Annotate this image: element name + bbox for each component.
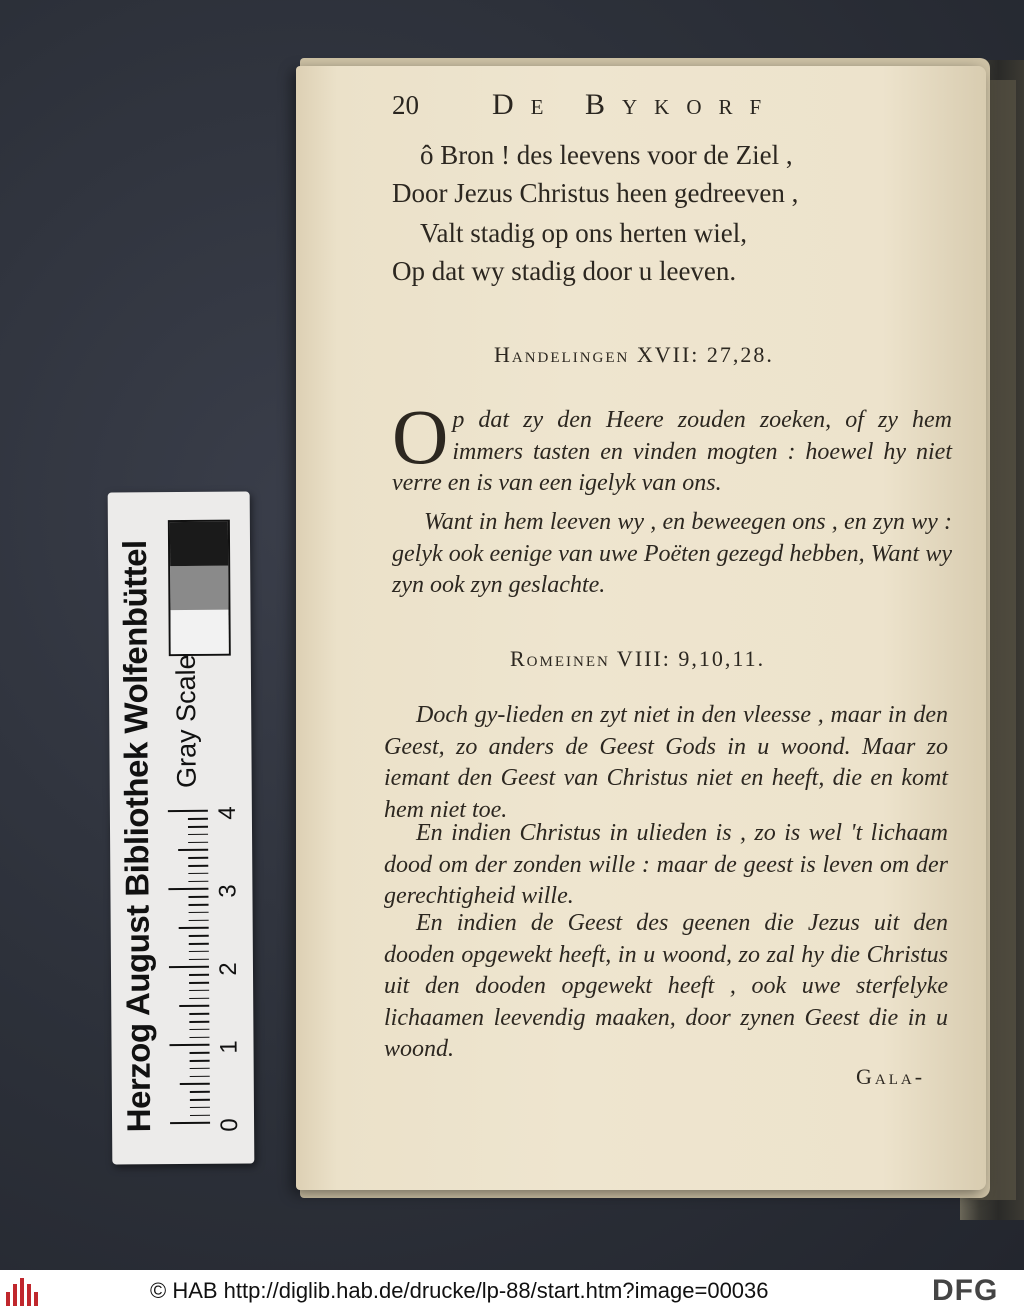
ruler-tick (189, 998, 209, 1000)
ruler-tick (190, 1099, 210, 1101)
section-heading: Handelingen XVII: 27,28. (494, 342, 774, 367)
ruler-tick-label: 3 (214, 884, 242, 898)
ruler-tick (188, 865, 208, 867)
running-head (392, 88, 872, 128)
ruler-tick (189, 974, 209, 976)
hab-logo-icon (6, 1276, 42, 1306)
ruler-tick (189, 1037, 209, 1039)
ruler-tick (179, 927, 209, 929)
gray-swatches (168, 520, 231, 656)
ruler-tick (189, 982, 209, 984)
ruler-tick (188, 818, 208, 820)
ruler-tick (189, 959, 209, 961)
verse-line: Door Jezus Christus heen gedreeven , (392, 178, 799, 208)
ruler-ticks (168, 804, 210, 1124)
ruler-tick-label: 0 (216, 1118, 244, 1132)
ruler-tick (188, 857, 208, 859)
ruler-tick (190, 1115, 210, 1117)
ruler-tick-label: 1 (215, 1040, 243, 1054)
drop-cap: O (392, 393, 449, 480)
page-number: 20 (392, 90, 419, 120)
paragraph: Doch gy-lieden en zyt niet in den vleesse , maar in den Geest, zo anders de Geest Gods in u woond. Maar zo iemant den Geest van Christus niet en heeft, die en komt hem niet toe. (384, 702, 948, 823)
ruler-tick (190, 1060, 210, 1062)
paragraph-text: p dat zy den Heere zouden zoeken, of zy hem immers tasten en vinden mogten : hoewel hy niet verre en is van een igelyk van ons. (392, 407, 952, 496)
ruler-label-rotated (108, 492, 255, 1165)
ruler-tick (188, 834, 208, 836)
ruler-tick (188, 881, 208, 883)
verse-line: Op dat wy stadig door u leeven. (392, 256, 737, 286)
ruler-tick (190, 1107, 210, 1109)
dfg-logo: DFG (932, 1274, 999, 1307)
ruler-tick-label: 4 (213, 806, 241, 820)
gray-swatch-light (170, 610, 228, 654)
ruler-tick (190, 1076, 210, 1078)
ruler-tick (168, 888, 208, 890)
ruler-tick (188, 896, 208, 898)
ruler-tick (188, 842, 208, 844)
ruler-tick (178, 849, 208, 851)
running-title: De Bykorf (492, 88, 779, 121)
ruler-tick (189, 1029, 209, 1031)
ruler-tick (188, 826, 208, 828)
ruler-tick (179, 1005, 209, 1007)
verse-line: ô Bron ! des leevens voor de Ziel , (420, 140, 793, 170)
ruler-tick (189, 920, 209, 922)
ruler-tick (169, 966, 209, 968)
ruler-tick (189, 990, 209, 992)
paragraph: En indien Christus in ulieden is , zo is wel 't lichaam dood om der zonden wille : maar de geest is leven om der gerechtigheid wille. (384, 820, 948, 909)
footer-bar (0, 1270, 1024, 1314)
ruler-institution: Herzog August Bibliothek Wolfenbüttel (115, 540, 158, 1133)
paragraph (392, 393, 952, 500)
verse-line: Valt stadig op ons herten wiel, (420, 218, 747, 248)
ruler-tick (190, 1091, 210, 1093)
ruler-tick (180, 1083, 210, 1085)
gray-swatch-dark (170, 522, 228, 566)
ruler-tick (189, 951, 209, 953)
ruler-tick (189, 1013, 209, 1015)
gray-scale-ruler (108, 492, 255, 1165)
section-heading: Romeinen VIII: 9,10,11. (510, 646, 766, 671)
ruler-tick (189, 943, 209, 945)
ruler-tick (190, 1052, 210, 1054)
ruler-tick (189, 935, 209, 937)
ruler-scale-title: Gray Scale (170, 654, 202, 789)
paragraph: Want in hem leeven wy , en beweegen ons , en zyn wy : gelyk ook eenige van uwe Poëten gezegd hebben, Want wy zyn ook zyn geslachte. (392, 509, 952, 598)
ruler-tick (170, 1044, 210, 1046)
catchword: Gala- (856, 1064, 926, 1089)
ruler-tick-label: 2 (214, 962, 243, 976)
ruler-tick (189, 1021, 209, 1023)
paragraph: En indien de Geest des geenen die Jezus uit den dooden opgewekt heeft, in u woond, zo zal hy die Christus uit den dooden opgewekt heeft , ook uwe sterfelyke lichaamen leevendig maaken, door zynen Geest die in u woond. (384, 910, 948, 1062)
ruler-tick (168, 810, 208, 812)
ruler-tick (170, 1122, 210, 1124)
ruler-tick (190, 1068, 210, 1070)
gray-swatch-mid (170, 566, 228, 610)
footer-credit: © HAB http://diglib.hab.de/drucke/lp-88/start.htm?image=00036 (150, 1278, 769, 1303)
ruler-tick (189, 912, 209, 914)
ruler-tick (188, 873, 208, 875)
ruler-tick (189, 904, 209, 906)
